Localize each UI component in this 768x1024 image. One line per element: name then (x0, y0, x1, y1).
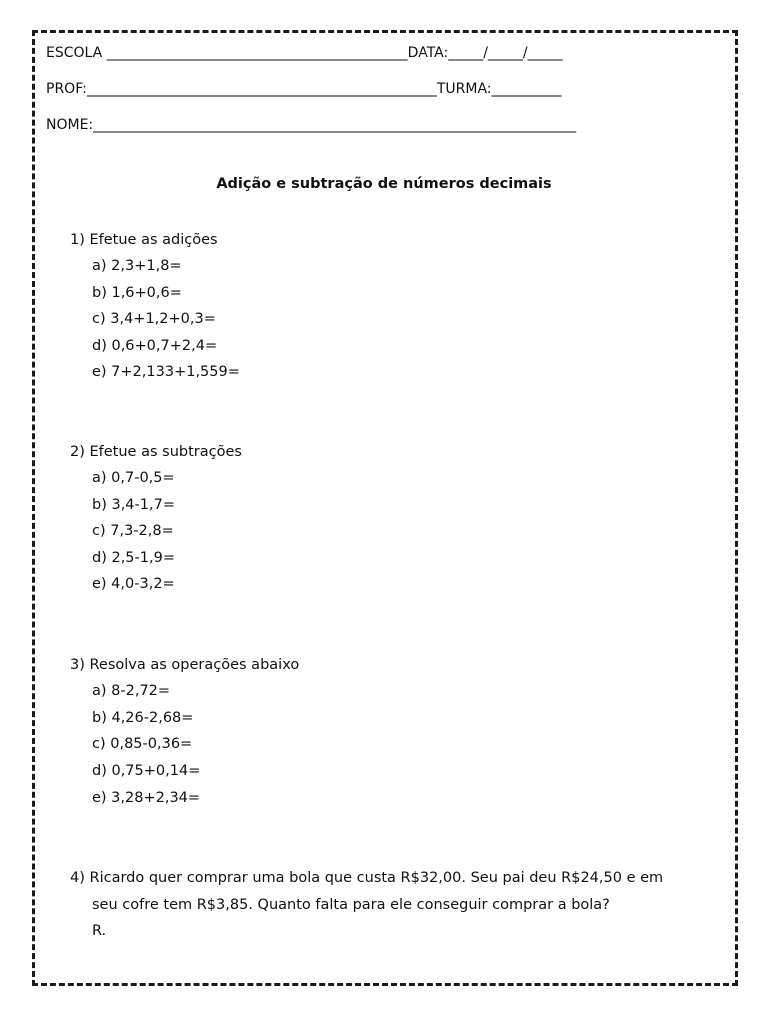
question-1-item-d: d) 0,6+0,7+2,4= (92, 338, 218, 354)
worksheet-title: Adição e subtração de números decimais (216, 176, 552, 192)
question-3-item-b: b) 4,26-2,68= (92, 710, 194, 726)
question-1-heading: 1) Efetue as adições (70, 232, 218, 248)
question-2-item-b: b) 3,4-1,7= (92, 497, 175, 513)
question-3-item-d: d) 0,75+0,14= (92, 763, 201, 779)
question-2-heading: 2) Efetue as subtrações (70, 444, 242, 460)
question-3-item-e: e) 3,28+2,34= (92, 790, 201, 806)
question-1-item-b: b) 1,6+0,6= (92, 285, 182, 301)
question-2-item-c: c) 7,3-2,8= (92, 523, 174, 539)
question-3-heading: 3) Resolva as operações abaixo (70, 657, 300, 673)
question-2-item-a: a) 0,7-0,5= (92, 470, 175, 486)
question-4-line-2: seu cofre tem R$3,85. Quanto falta para ele conseguir comprar a bola? (92, 897, 610, 913)
header-nome-line: NOME:_____________________________________________________________________ (46, 117, 577, 133)
question-3-item-a: a) 8-2,72= (92, 683, 171, 699)
question-3-item-c: c) 0,85-0,36= (92, 736, 193, 752)
header-prof-turma-line: PROF:__________________________________________________TURMA:__________ (46, 81, 562, 97)
question-2-item-e: e) 4,0-3,2= (92, 576, 175, 592)
question-1-item-c: c) 3,4+1,2+0,3= (92, 311, 216, 327)
header-escola-data-line: ESCOLA ___________________________________________DATA:_____/_____/_____ (46, 45, 563, 61)
question-4-answer-label: R. (92, 923, 107, 939)
question-4-heading: 4) Ricardo quer comprar uma bola que custa R$32,00. Seu pai deu R$24,50 e em (70, 870, 664, 886)
question-1-item-a: a) 2,3+1,8= (92, 258, 182, 274)
question-2-item-d: d) 2,5-1,9= (92, 550, 175, 566)
question-1-item-e: e) 7+2,133+1,559= (92, 364, 240, 380)
